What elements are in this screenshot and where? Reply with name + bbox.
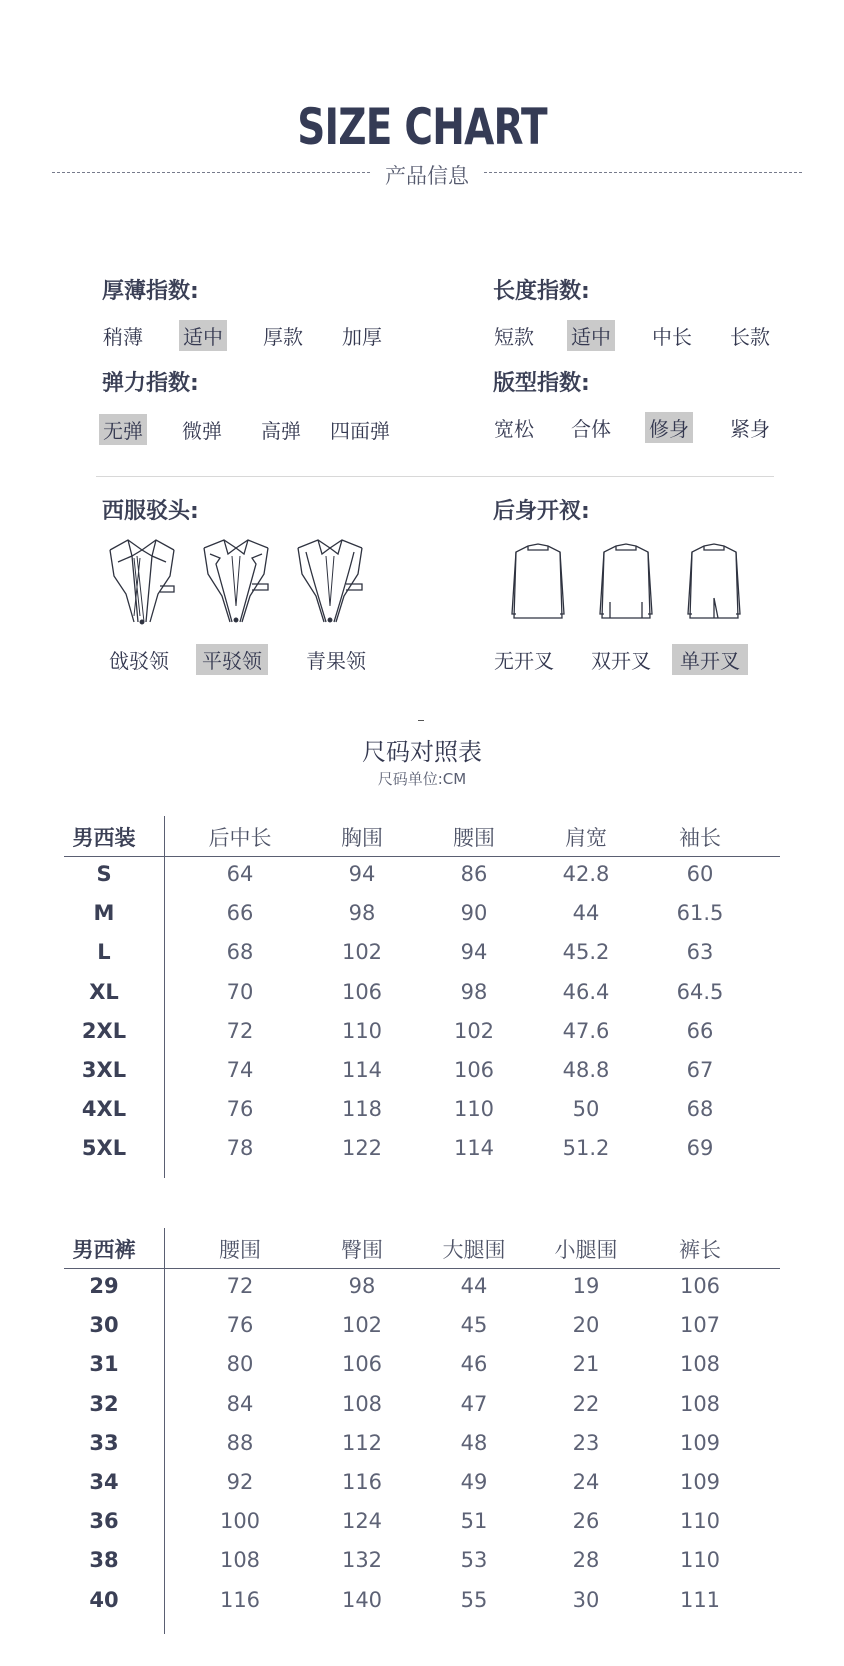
pants-table-cell: 124 — [341, 1509, 383, 1534]
shawl-lapel-icon — [292, 536, 368, 628]
jacket-table-cell: 72 — [226, 1018, 254, 1043]
thickness-option-thin: 稍薄 — [103, 325, 143, 349]
jacket-table-cell: 94 — [348, 862, 376, 886]
vent-option-double: 双开叉 — [591, 649, 651, 673]
pants-table-cell: 140 — [341, 1587, 383, 1612]
jacket-table-cell: 106 — [341, 979, 383, 1004]
size-table-unit: 尺码单位:CM — [377, 770, 467, 788]
jacket-row-size-label: L — [97, 940, 111, 965]
pants-row-size-label: 30 — [89, 1313, 119, 1338]
pants-table-cell: 109 — [679, 1430, 721, 1455]
jacket-table-cell: 78 — [226, 1136, 254, 1161]
jacket-table-cell: 61.5 — [676, 901, 724, 926]
jacket-table-cell: 90 — [460, 901, 488, 926]
jacket-table-cell: 68 — [686, 1097, 714, 1122]
vent-option-none: 无开叉 — [494, 649, 554, 673]
pants-table-cell: 100 — [219, 1509, 261, 1534]
pants-table-cell: 19 — [572, 1274, 600, 1298]
jacket-table-cell: 94 — [460, 940, 488, 965]
jacket-table-cell: 68 — [226, 940, 254, 965]
jacket-row-size-label: 2XL — [81, 1018, 127, 1043]
pants-table-cell: 21 — [572, 1352, 600, 1377]
fit-option-regular: 合体 — [571, 417, 611, 441]
jacket-table-cell: 70 — [226, 979, 254, 1004]
pants-column-header: 臀围 — [341, 1238, 383, 1262]
elasticity-option-slight: 微弹 — [182, 419, 222, 443]
pants-row-size-label: 34 — [89, 1470, 119, 1494]
jacket-row-size-label: S — [96, 862, 112, 886]
pants-table-cell: 98 — [348, 1274, 376, 1298]
table-divider-horizontal — [64, 856, 780, 857]
pants-table-cell: 108 — [341, 1391, 383, 1416]
jacket-table-cell: 46.4 — [562, 979, 610, 1004]
notch-lapel-icon — [198, 536, 274, 628]
pants-table-cell: 108 — [679, 1391, 721, 1416]
pants-table-cell: 30 — [572, 1587, 600, 1612]
pants-table-cell: 24 — [572, 1470, 600, 1494]
table-divider-vertical — [164, 1228, 165, 1634]
jacket-table-cell: 114 — [341, 1058, 383, 1082]
pants-table-cell: 116 — [219, 1587, 261, 1612]
jacket-table-cell: 98 — [348, 901, 376, 926]
thickness-option-extra-thick: 加厚 — [342, 325, 382, 349]
jacket-row-size-label: 5XL — [81, 1136, 127, 1161]
pants-table-cell: 110 — [679, 1509, 721, 1534]
pants-table-cell: 110 — [679, 1548, 721, 1573]
jacket-table-cell: 66 — [686, 1018, 714, 1043]
pants-row-size-label: 38 — [89, 1548, 119, 1573]
jacket-table-cell: 110 — [341, 1018, 383, 1043]
double-vent-jacket-icon — [598, 542, 654, 624]
thickness-option-thick: 厚款 — [263, 325, 303, 349]
elasticity-option-four-way: 四面弹 — [330, 419, 390, 443]
jacket-table-corner: 男西装 — [72, 826, 136, 850]
pants-table-cell: 109 — [679, 1470, 721, 1494]
pants-table-cell: 108 — [219, 1548, 261, 1573]
fit-option-loose: 宽松 — [494, 417, 534, 441]
pants-table-corner: 男西裤 — [72, 1238, 136, 1262]
divider-right — [484, 172, 802, 173]
pants-column-header: 大腿围 — [442, 1238, 506, 1262]
jacket-table-cell: 64 — [226, 862, 254, 886]
length-option-long: 长款 — [730, 325, 770, 349]
jacket-table-cell: 106 — [453, 1058, 495, 1082]
jacket-table-cell: 66 — [226, 901, 254, 926]
jacket-column-header: 后中长 — [208, 826, 272, 850]
pants-row-size-label: 31 — [89, 1352, 119, 1377]
pants-table-cell: 102 — [341, 1313, 383, 1338]
pants-row-size-label: 33 — [89, 1430, 119, 1455]
jacket-table-cell: 44 — [572, 901, 600, 926]
table-divider-horizontal — [64, 1268, 780, 1269]
jacket-table-cell: 45.2 — [562, 940, 610, 965]
pants-table-cell: 92 — [226, 1470, 254, 1494]
jacket-table-cell: 47.6 — [562, 1018, 610, 1043]
pants-row-size-label: 32 — [89, 1391, 119, 1416]
vent-heading: 后身开衩: — [493, 499, 590, 524]
jacket-row-size-label: 3XL — [81, 1058, 127, 1082]
pants-table-cell: 48 — [460, 1430, 488, 1455]
jacket-column-header: 胸围 — [341, 826, 383, 850]
pants-table-cell: 44 — [460, 1274, 488, 1298]
thickness-heading: 厚薄指数: — [102, 279, 199, 304]
jacket-table-cell: 102 — [453, 1018, 495, 1043]
section-divider — [96, 476, 774, 477]
pants-table-cell: 80 — [226, 1352, 254, 1377]
fit-heading: 版型指数: — [493, 371, 590, 396]
pants-column-header: 裤长 — [679, 1238, 721, 1262]
pants-size-table — [64, 1228, 780, 1638]
jacket-table-cell: 63 — [686, 940, 714, 965]
pants-table-cell: 51 — [460, 1509, 488, 1534]
jacket-column-header: 肩宽 — [565, 826, 607, 850]
jacket-table-cell: 42.8 — [562, 862, 610, 886]
jacket-row-size-label: M — [93, 901, 115, 926]
fit-option-tight: 紧身 — [730, 417, 770, 441]
pants-table-cell: 49 — [460, 1470, 488, 1494]
pants-table-cell: 20 — [572, 1313, 600, 1338]
jacket-table-cell: 122 — [341, 1136, 383, 1161]
length-option-mid-long: 中长 — [652, 325, 692, 349]
lapel-option-notch: 平驳领 — [196, 644, 268, 675]
pants-table-cell: 112 — [341, 1430, 383, 1455]
lapel-option-shawl: 青果领 — [306, 649, 366, 673]
pants-table-cell: 132 — [341, 1548, 383, 1573]
pants-row-size-label: 36 — [89, 1509, 119, 1534]
length-heading: 长度指数: — [493, 279, 590, 304]
elasticity-option-none: 无弹 — [99, 414, 147, 445]
length-option-short: 短款 — [494, 325, 534, 349]
page-subtitle: 产品信息 — [385, 164, 469, 188]
jacket-table-cell: 51.2 — [562, 1136, 610, 1161]
pants-table-cell: 55 — [460, 1587, 488, 1612]
jacket-table-cell: 50 — [572, 1097, 600, 1122]
pants-table-cell: 53 — [460, 1548, 488, 1573]
jacket-table-cell: 118 — [341, 1097, 383, 1122]
jacket-table-cell: 86 — [460, 862, 488, 886]
pants-table-cell: 107 — [679, 1313, 721, 1338]
lapel-heading: 西服驳头: — [102, 499, 199, 524]
pants-table-cell: 76 — [226, 1313, 254, 1338]
elasticity-heading: 弹力指数: — [102, 371, 199, 396]
pants-row-size-label: 40 — [89, 1587, 119, 1612]
jacket-table-cell: 114 — [453, 1136, 495, 1161]
length-option-medium: 适中 — [567, 320, 615, 351]
lapel-option-peak: 戗驳领 — [109, 649, 169, 673]
small-dash — [418, 720, 424, 721]
pants-table-cell: 22 — [572, 1391, 600, 1416]
jacket-table-cell: 74 — [226, 1058, 254, 1082]
pants-table-cell: 116 — [341, 1470, 383, 1494]
jacket-size-table — [64, 816, 780, 1182]
pants-table-cell: 23 — [572, 1430, 600, 1455]
pants-table-cell: 72 — [226, 1274, 254, 1298]
no-vent-jacket-icon — [510, 542, 566, 624]
pants-table-cell: 106 — [341, 1352, 383, 1377]
pants-table-cell: 28 — [572, 1548, 600, 1573]
jacket-table-cell: 64.5 — [676, 979, 724, 1004]
jacket-table-cell: 98 — [460, 979, 488, 1004]
jacket-row-size-label: XL — [89, 979, 119, 1004]
subtitle-row — [52, 160, 802, 186]
vent-option-single: 单开叉 — [672, 644, 748, 675]
jacket-row-size-label: 4XL — [81, 1097, 127, 1122]
pants-table-cell: 84 — [226, 1391, 254, 1416]
jacket-table-cell: 60 — [686, 862, 714, 886]
pants-table-cell: 45 — [460, 1313, 488, 1338]
pants-table-cell: 88 — [226, 1430, 254, 1455]
jacket-table-cell: 48.8 — [562, 1058, 610, 1082]
jacket-table-cell: 102 — [341, 940, 383, 965]
thickness-option-medium: 适中 — [179, 320, 227, 351]
table-divider-vertical — [164, 816, 165, 1178]
size-table-title: 尺码对照表 — [362, 738, 482, 766]
pants-row-size-label: 29 — [89, 1274, 119, 1298]
jacket-table-cell: 69 — [686, 1136, 714, 1161]
jacket-column-header: 腰围 — [453, 826, 495, 850]
pants-column-header: 小腿围 — [554, 1238, 618, 1262]
pants-table-cell: 46 — [460, 1352, 488, 1377]
elasticity-option-high: 高弹 — [261, 419, 301, 443]
peak-lapel-icon — [104, 536, 180, 628]
fit-option-slim: 修身 — [645, 412, 693, 443]
jacket-table-cell: 76 — [226, 1097, 254, 1122]
pants-column-header: 腰围 — [219, 1238, 261, 1262]
jacket-table-cell: 67 — [686, 1058, 714, 1082]
jacket-column-header: 袖长 — [679, 826, 721, 850]
jacket-table-cell: 110 — [453, 1097, 495, 1122]
pants-table-cell: 111 — [679, 1587, 721, 1612]
divider-left — [52, 172, 370, 173]
pants-table-cell: 108 — [679, 1352, 721, 1377]
pants-table-cell: 47 — [460, 1391, 488, 1416]
pants-table-cell: 106 — [679, 1274, 721, 1298]
pants-table-cell: 26 — [572, 1509, 600, 1534]
page-title: SIZE CHART — [297, 98, 547, 156]
single-vent-jacket-icon — [686, 542, 742, 624]
